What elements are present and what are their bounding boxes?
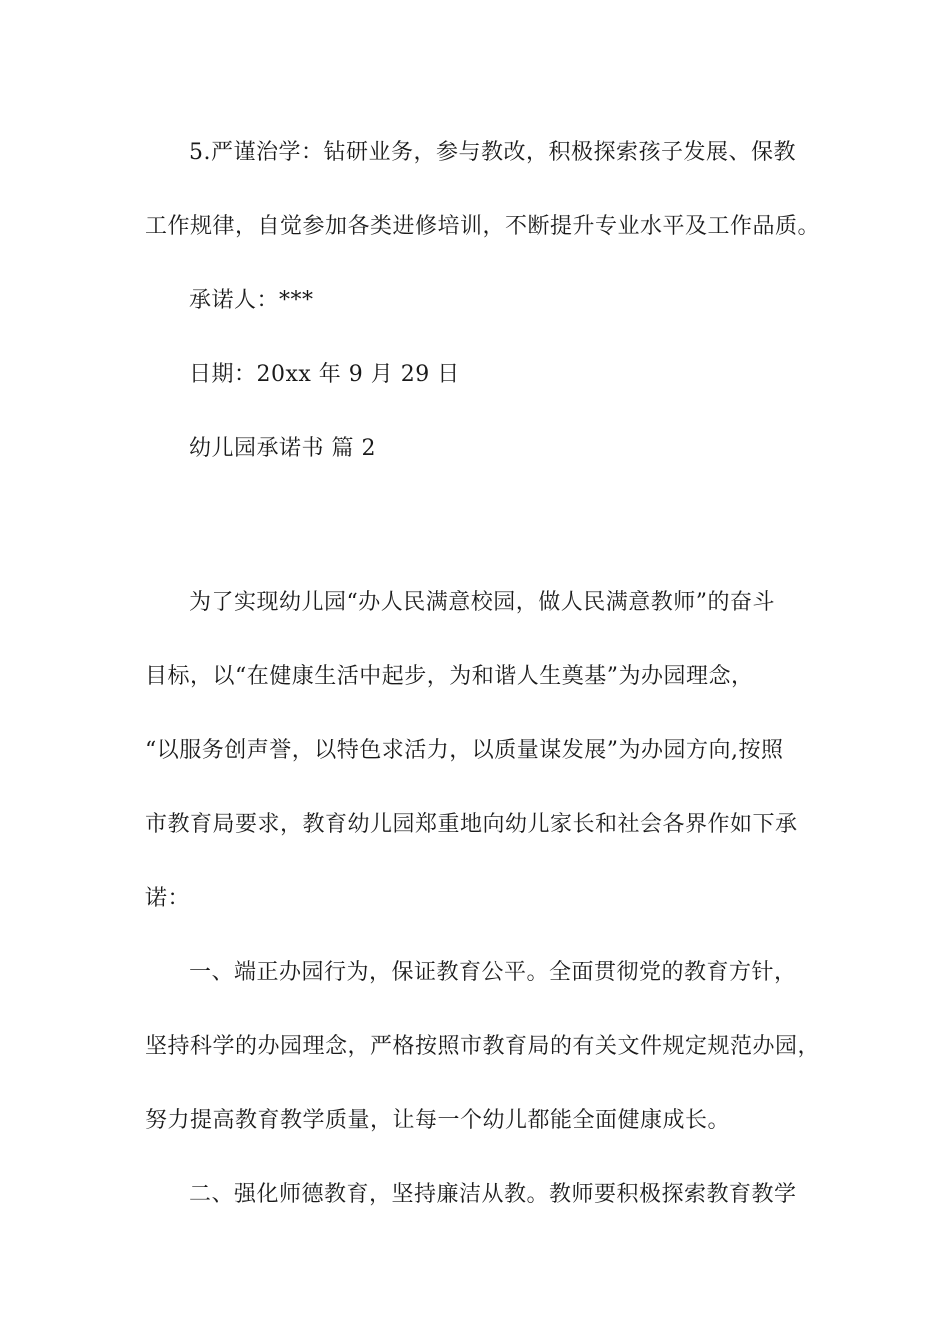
paragraph-line: 二、强化师德教育，坚持廉洁从教。教师要积极探索教育教学: [189, 1182, 797, 1207]
paragraph-line: 努力提高教育教学质量，让每一个幼儿都能全面健康成长。: [145, 1108, 731, 1133]
paragraph-line: 一、端正办园行为，保证教育公平。全面贯彻党的教育方针，: [189, 960, 797, 985]
date-line: 日期：20xx 年 9 月 29 日: [189, 362, 460, 387]
paragraph-line: “以服务创声誉，以特色求活力，以质量谋发展”为办园方向,按照: [145, 738, 784, 763]
paragraph-line: 市教育局要求，教育幼儿园郑重地向幼儿家长和社会各界作如下承: [145, 812, 798, 837]
paragraph-line: 诺：: [145, 886, 191, 911]
paragraph-line: 为了实现幼儿园“办人民满意校园，做人民满意教师”的奋斗: [189, 590, 775, 615]
section-heading: 幼儿园承诺书 篇 2: [189, 436, 376, 461]
paragraph-line: 目标，以“在健康生活中起步，为和谐人生奠基”为办园理念，: [145, 664, 754, 689]
paragraph-line: 工作规律，自觉参加各类进修培训，不断提升专业水平及工作品质。: [145, 214, 821, 239]
paragraph-line: 5.严谨治学：钻研业务，参与教改，积极探索孩子发展、保教: [189, 140, 796, 165]
signatory-line: 承诺人：***: [189, 288, 314, 313]
paragraph-line: 坚持科学的办园理念，严格按照市教育局的有关文件规定规范办园，: [145, 1034, 821, 1059]
